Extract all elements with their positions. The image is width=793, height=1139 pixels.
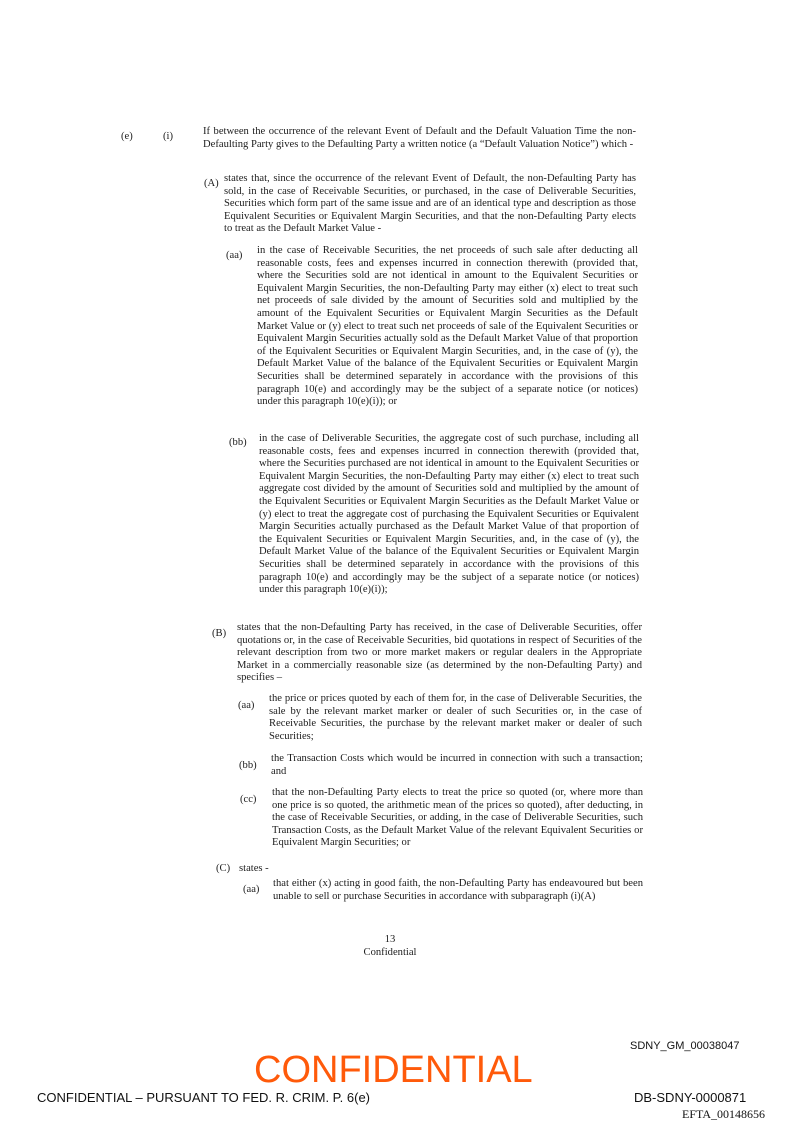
confidentiality-notice: CONFIDENTIAL – PURSUANT TO FED. R. CRIM. P. 6(e) (37, 1090, 371, 1105)
clause-a-bb-paragraph: in the case of Deliverable Securities, the aggregate cost of such purchase, including all reasonable costs, fees and expenses incurred in connection therewith (provided that, where the Securities purchased are not identical in amount to the Equivalent Securities or Equivalent Margin Securities, the non-Defaulting Party may either (x) elect to treat such aggregate cost divided by the amount of Securities sold and multiplied by the amount of the Equivalent Securities or Equivalent Margin Securities as the Default Market Value or (y) elect to treat the aggregate cost of purchasing the Equivalent Securities or Equivalent Margin Securities actually purchased as the Default Market Value of that proportion of the Equivalent Securities or Equivalent Margin Securities, and, in the case of (y), the Default Market Value of the balance of the Equivalent Securities or Equivalent Margin Securities shall be determined separately in accordance with the provisions of this paragraph 10(e) and accordingly may be the subject of a separate notice (or notices) under this paragraph 10(e)(i)); (259, 433, 639, 596)
clause-a-label: (A) (204, 178, 219, 189)
page-number: 13 (384, 934, 396, 945)
clause-c-aa-paragraph: that either (x) acting in good faith, the non-Defaulting Party has endeavoured but been unable to sell or purchase Securities in accordance with subparagraph (i)(A) (273, 878, 643, 902)
bates-stamp-db-sdny: DB-SDNY-0000871 (634, 1090, 747, 1105)
clause-b-aa-label: (aa) (238, 700, 255, 711)
efta-identifier: EFTA_00148656 (682, 1107, 766, 1121)
clause-b-bb-label: (bb) (239, 760, 257, 771)
clause-c-aa-label: (aa) (243, 884, 260, 895)
clause-b-aa-paragraph: the price or prices quoted by each of them for, in the case of Deliverable Securities, the sale by the relevant market marker or dealer of such Securities or, in the case of Receivable Securities, the purchase by the relevant market maker or dealer of such Securities; (269, 693, 642, 742)
clause-b-paragraph: states that the non-Defaulting Party has received, in the case of Deliverable Securities, offer quotations or, in the case of Receivable Securities, bid quotations in respect of Securities of the relevant description from two or more market makers or regular dealers in the Appropriate Market in a commercially reasonable size (as determined by the non-Defaulting Party) and specifies – (237, 622, 642, 684)
clause-c-label: (C) (216, 863, 231, 874)
section-label-i: (i) (163, 131, 173, 142)
bates-stamp-sdny-gm: SDNY_GM_00038047 (630, 1040, 740, 1052)
clause-a-aa-label: (aa) (226, 250, 243, 261)
page-footer-confidential: Confidential (363, 947, 417, 958)
clause-b-cc-label: (cc) (240, 794, 257, 805)
section-intro-paragraph: If between the occurrence of the relevant Event of Default and the Default Valuation Time the non-Defaulting Party gives to the Defaulting Party a written notice (a “Default Valuation Notice”) which - (203, 126, 636, 150)
clause-a-aa-paragraph: in the case of Receivable Securities, the net proceeds of such sale after deducting all reasonable costs, fees and expenses incurred in connection therewith (provided that, where the Securities sold are not identical in amount to the Equivalent Securities or Equivalent Margin Securities, the non-Defaulting Party may either (x) elect to treat such net proceeds of sale divided by the amount of Securities sold and multiplied by the amount of the Equivalent Securities or Equivalent Margin Securities as the Default Market Value or (y) elect to treat such net proceeds of sale of the Equivalent Securities or Equivalent Margin Securities actually sold as the Default Market Value of that proportion of the Equivalent Securities or Equivalent Margin Securities, and, in the case of (y), the Default Market Value of the balance of the Equivalent Securities or Equivalent Margin Securities shall be determined separately in accordance with the provisions of this paragraph 10(e) and accordingly may be the subject of a separate notice (or notices) under this paragraph 10(e)(i)); or (257, 245, 638, 408)
confidential-watermark-stamp: CONFIDENTIAL (254, 1049, 533, 1091)
clause-b-bb-paragraph: the Transaction Costs which would be incurred in connection with such a transaction; and (271, 753, 643, 777)
clause-a-bb-label: (bb) (229, 437, 247, 448)
clause-c-text: states - (239, 863, 269, 874)
clause-b-label: (B) (212, 628, 227, 639)
section-label-e: (e) (121, 131, 133, 142)
clause-a-paragraph: states that, since the occurrence of the relevant Event of Default, the non-Defaulting Party has sold, in the case of Receivable Securities, or purchased, in the case of Deliverable Securities, Securities which form part of the same issue and are of an identical type and description as those Equivalent Securities or Equivalent Margin Securities, and that the non-Defaulting Party elects to treat as the Default Market Value - (224, 173, 636, 235)
clause-b-cc-paragraph: that the non-Defaulting Party elects to treat the price so quoted (or, where more than one price is so quoted, the arithmetic mean of the prices so quoted), after deducting, in the case of Receivable Securities, or adding, in the case of Deliverable Securities, such Transaction Costs, as the Default Market Value of the relevant Equivalent Securities or Equivalent Margin Securities; or (272, 787, 643, 849)
